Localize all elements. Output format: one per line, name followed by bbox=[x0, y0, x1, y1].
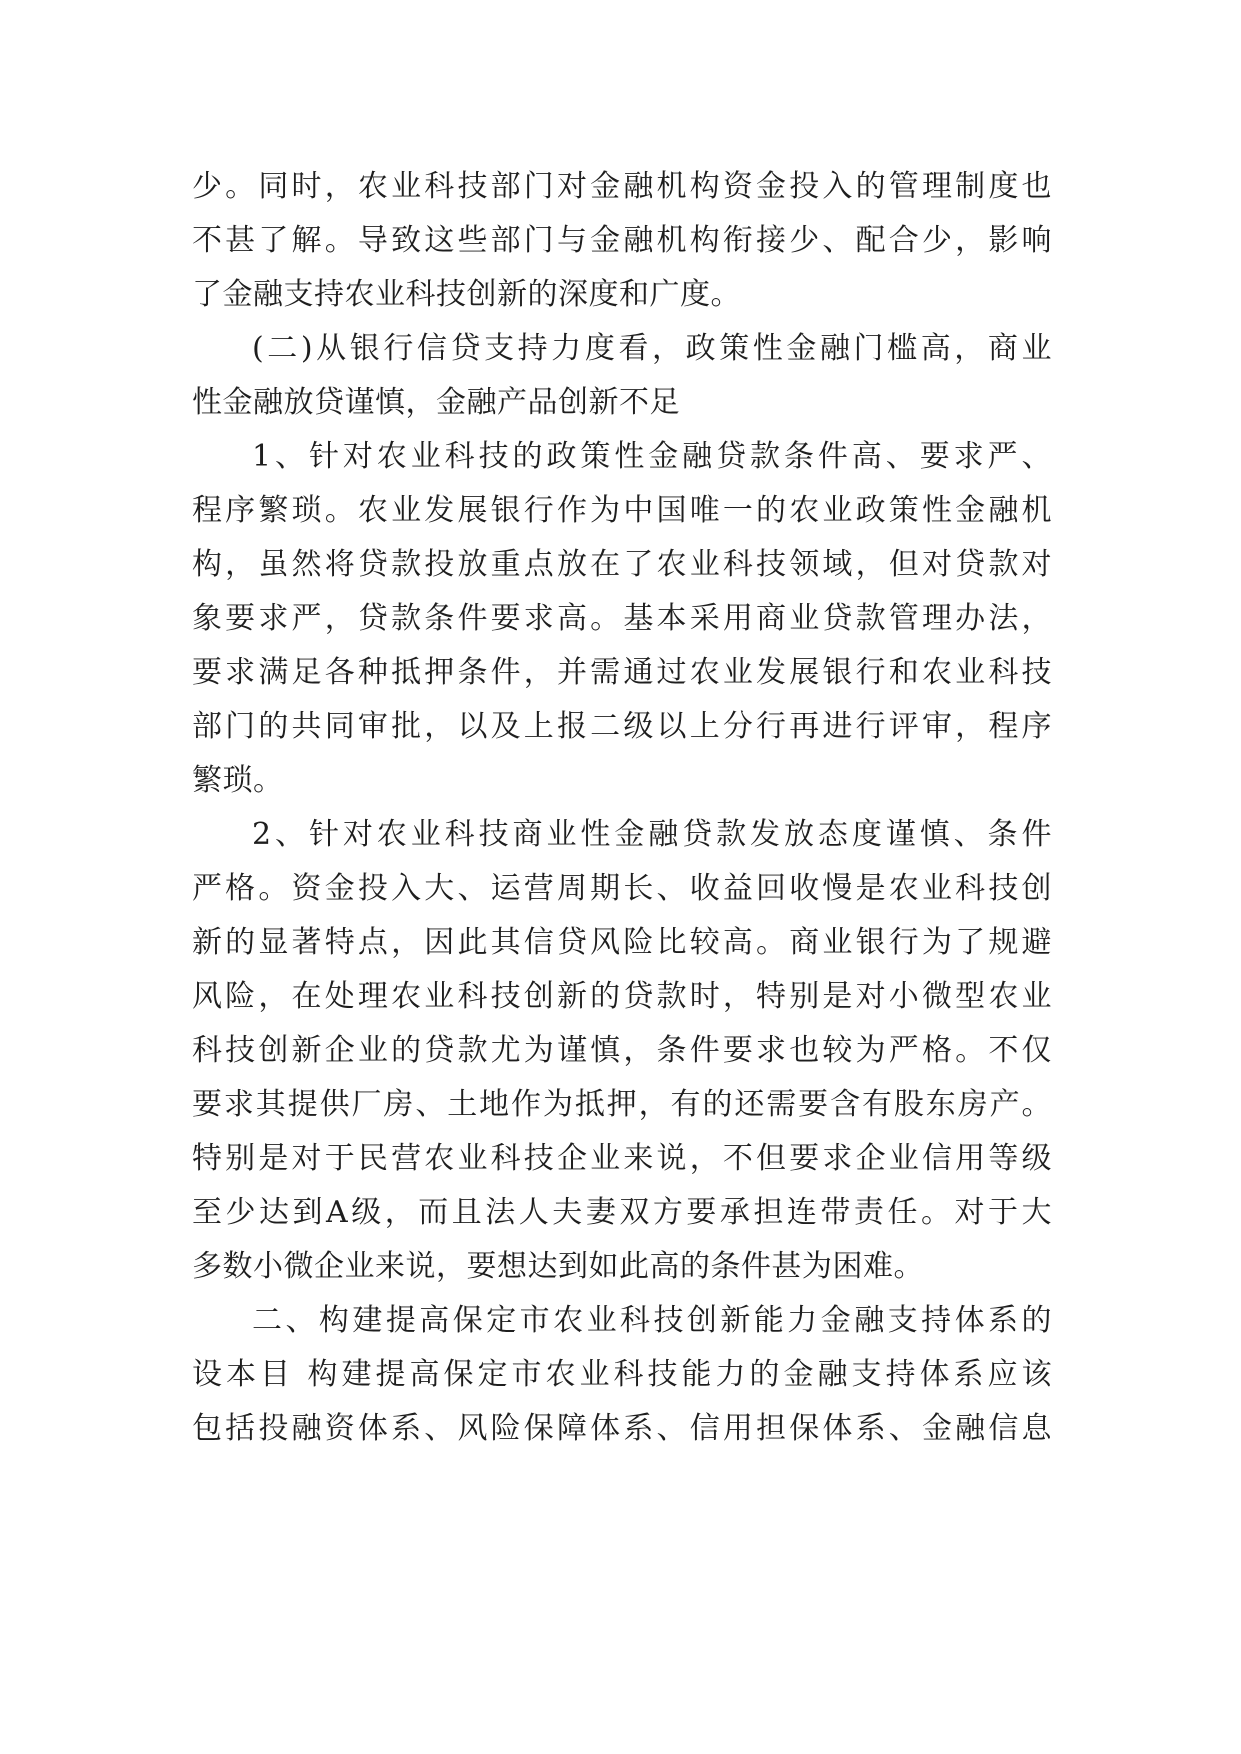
text-line: 构，虽然将贷款投放重点放在了农业科技领域，但对贷款对 bbox=[192, 547, 1052, 582]
text-line: 严格。资金投入大、运营周期长、收益回收慢是农业科技创 bbox=[192, 871, 1052, 906]
text-line: 程序繁琐。农业发展银行作为中国唯一的农业政策性金融机 bbox=[192, 493, 1052, 528]
text-line: 部门的共同审批，以及上报二级以上分行再进行评审，程序 bbox=[192, 709, 1052, 744]
paragraph-first-line: 1、针对农业科技的政策性金融贷款条件高、要求严、 bbox=[252, 439, 1052, 474]
text-line: 至少达到A级，而且法人夫妻双方要承担连带责任。对于大 bbox=[192, 1195, 1052, 1230]
text-line: 繁琐。 bbox=[192, 763, 284, 798]
section-heading-line: 二、构建提高保定市农业科技创新能力金融支持体系的 bbox=[252, 1303, 1052, 1338]
section-heading-line: (二)从银行信贷支持力度看，政策性金融门槛高，商业 bbox=[252, 331, 1052, 366]
text-line: 要求满足各种抵押条件，并需通过农业发展银行和农业科技 bbox=[192, 655, 1052, 690]
text-line: 象要求严，贷款条件要求高。基本采用商业贷款管理办法， bbox=[192, 601, 1052, 636]
text-line: 少。同时，农业科技部门对金融机构资金投入的管理制度也 bbox=[192, 169, 1052, 204]
text-line: 包括投融资体系、风险保障体系、信用担保体系、金融信息 bbox=[192, 1411, 1052, 1446]
text-line: 风险，在处理农业科技创新的贷款时，特别是对小微型农业 bbox=[192, 979, 1052, 1014]
text-line: 特别是对于民营农业科技企业来说，不但要求企业信用等级 bbox=[192, 1141, 1052, 1176]
text-line: 了金融支持农业科技创新的深度和广度。 bbox=[192, 277, 741, 312]
text-line: 设本目 构建提高保定市农业科技能力的金融支持体系应该 bbox=[192, 1357, 1052, 1392]
paragraph-first-line: 2、针对农业科技商业性金融贷款发放态度谨慎、条件 bbox=[252, 817, 1052, 852]
text-line: 新的显著特点，因此其信贷风险比较高。商业银行为了规避 bbox=[192, 925, 1052, 960]
text-line: 科技创新企业的贷款尤为谨慎，条件要求也较为严格。不仅 bbox=[192, 1033, 1052, 1068]
document-body bbox=[192, 160, 1052, 1456]
text-line: 不甚了解。导致这些部门与金融机构衔接少、配合少，影响 bbox=[192, 223, 1052, 258]
text-line: 要求其提供厂房、土地作为抵押，有的还需要含有股东房产。 bbox=[192, 1087, 1052, 1122]
text-line: 多数小微企业来说，要想达到如此高的条件甚为困难。 bbox=[192, 1249, 924, 1284]
section-heading-line: 性金融放贷谨慎，金融产品创新不足 bbox=[192, 385, 680, 420]
